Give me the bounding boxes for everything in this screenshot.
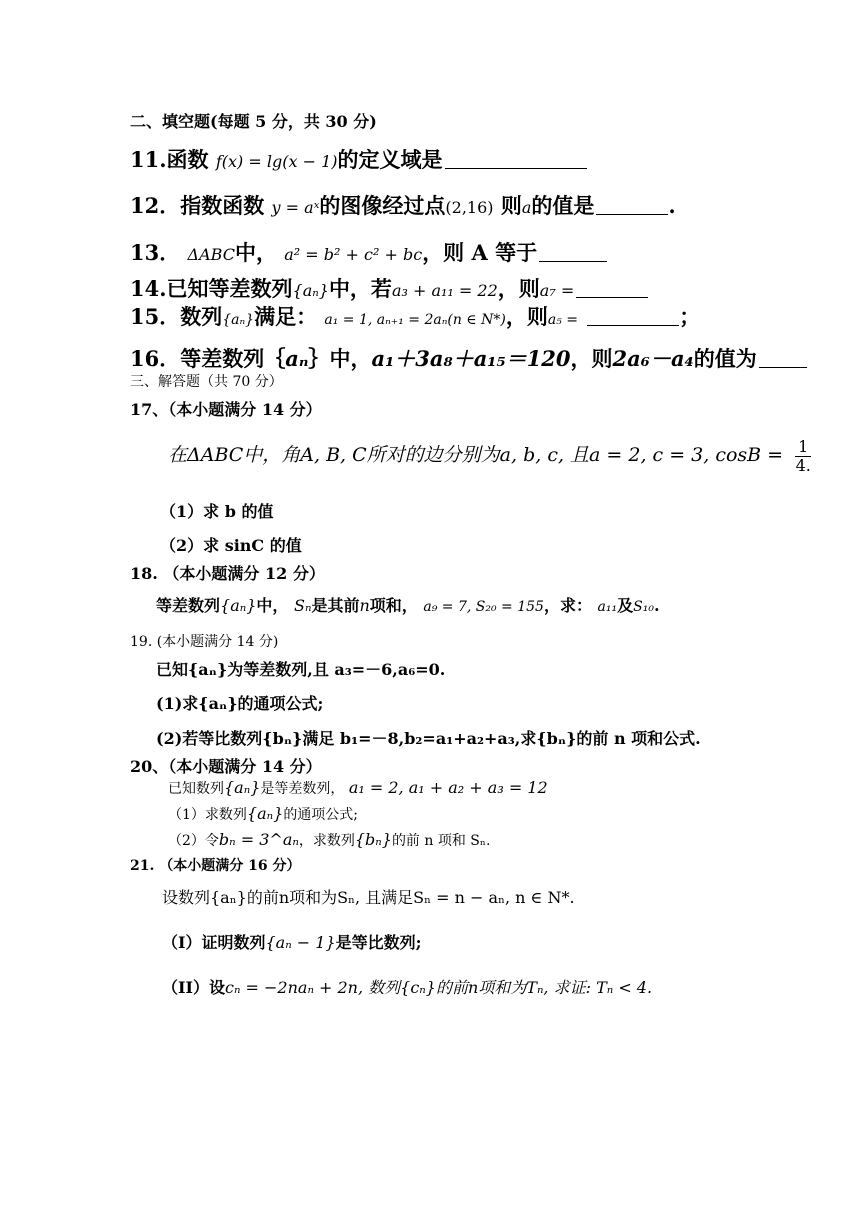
q13-formula: a² = b² + c² + bc	[284, 245, 423, 264]
q17-stem-text: 在ΔABC中，角A, B, C所对的边分别为a, b, c, 且a = 2, c = 3, cosB =	[168, 444, 784, 467]
q20-p2-pre: （2）令	[168, 833, 219, 849]
question-16	[130, 346, 807, 372]
q18-text-pre: 等差数列	[156, 596, 221, 615]
section-heading-fill-in: 二、填空题(每题 5 分，共 30 分)	[130, 112, 377, 131]
q21-p2-formula: cₙ = −2naₙ + 2n, 数列{cₙ}的前n项和为Tₙ, 求证: Tₙ < 4.	[224, 978, 653, 997]
q18-text-mid3: 项和，	[369, 596, 418, 615]
q14-text-mid2: ，则	[497, 276, 540, 301]
q12-number: 12．	[130, 193, 181, 218]
q16-text-pre: 等差数列｛	[180, 346, 286, 371]
q13-text-post: ，则 A 等于	[422, 240, 538, 265]
q21-part-2	[162, 978, 652, 998]
q14-formula: a₃ + a₁₁ = 22	[391, 281, 498, 300]
q21-p1-formula: {aₙ − 1}	[265, 933, 336, 952]
q18-text-mid4: ，求：	[543, 596, 592, 615]
q20-p2-formula: bₙ = 3^aₙ	[218, 830, 299, 849]
q16-number: 16．	[130, 346, 181, 371]
q15-number: 15．	[130, 304, 181, 329]
q20-part-2	[168, 830, 490, 851]
question-21-title: 21. （本小题满分 16 分）	[130, 858, 301, 874]
q20-p2-post: 的前 n 项和 Sₙ.	[391, 833, 491, 849]
q11-text-post: 的定义域是	[337, 147, 443, 172]
q20-p1-post: 的通项公式;	[283, 807, 359, 823]
q15-target: a₅ =	[547, 312, 578, 328]
q18-sequence: {aₙ}	[220, 596, 257, 615]
question-20-title: 20、（本小题满分 14 分）	[130, 757, 322, 776]
question-13	[130, 240, 607, 266]
q15-answer-blank[interactable]	[587, 304, 679, 326]
q21-p2-pre: （II）设	[162, 978, 225, 997]
q17-fraction-denominator: 4.	[795, 455, 811, 475]
question-17-title: 17、（本小题满分 14 分）	[130, 400, 322, 419]
question-17-stem	[168, 438, 811, 474]
q16-text-post: 的值为	[693, 346, 757, 371]
q12-text-post: 的值是	[531, 193, 595, 218]
q14-text-mid: 中，若	[328, 276, 392, 301]
q20-p2-sequence: {bₙ}	[354, 830, 392, 849]
section-heading-solutions: 三、解答题（共 70 分）	[130, 374, 283, 390]
q11-number: 11.	[130, 147, 167, 172]
q15-text-mid2: ，则	[505, 304, 548, 329]
q20-p1-pre: （1）求数列	[168, 807, 247, 823]
q12-text-pre: 指数函数	[180, 193, 265, 218]
q18-target-1: a₁₁	[597, 599, 618, 615]
q14-target: a₇ =	[539, 281, 575, 300]
q13-text-mid: 中，	[234, 240, 277, 265]
q11-answer-blank[interactable]	[445, 147, 587, 169]
q14-sequence: {aₙ}	[292, 281, 329, 300]
q18-n: n	[359, 596, 370, 615]
q16-target: 2a₆－a₄	[612, 346, 694, 371]
q11-formula: f(x) = lg(x − 1)	[215, 152, 338, 171]
q21-part-1	[162, 933, 422, 953]
q18-text-mid: 中，	[256, 596, 289, 615]
question-15	[130, 304, 700, 330]
q18-text-mid2: 是其前	[311, 596, 360, 615]
q16-text-mid: ｝中，	[308, 346, 372, 371]
q12-point: (2,16)	[445, 198, 494, 217]
q14-number: 14.	[130, 276, 167, 301]
q12-text-mid2: 则	[500, 193, 522, 218]
q17-part-2: （2）求 sinC 的值	[160, 536, 302, 555]
q12-formula: y = aˣ	[271, 198, 320, 217]
q16-formula: a₁＋3a₈＋a₁₅＝120	[371, 346, 571, 371]
q21-p1-post: 是等比数列;	[335, 933, 422, 952]
q20-text-mid: 是等差数列，	[260, 781, 345, 797]
q12-text-mid: 的图像经过点	[319, 193, 446, 218]
q12-variable: a	[521, 198, 532, 217]
q14-text-pre: 已知等差数列	[166, 276, 293, 301]
q12-end: .	[668, 193, 676, 218]
q20-sequence: {aₙ}	[224, 778, 261, 797]
q12-answer-blank[interactable]	[596, 193, 668, 215]
q14-answer-blank[interactable]	[576, 276, 648, 298]
q18-given: a₉ = 7, S₂₀ = 155	[423, 599, 544, 615]
q20-text-pre: 已知数列	[168, 781, 224, 797]
q21-p1-pre: （I）证明数列	[162, 933, 266, 952]
q20-stem	[168, 778, 548, 799]
q15-sequence: {aₙ}	[222, 312, 255, 328]
q19-part-2: (2)若等比数列{bₙ}满足 b₁=－8,b₂=a₁+a₂+a₃,求{bₙ}的前 n 项和公式.	[156, 729, 701, 748]
q20-p2-mid: ，求数列	[298, 833, 355, 849]
q13-number: 13．	[130, 240, 181, 265]
q18-target-2: S₁₀	[633, 599, 654, 615]
q17-part-1: （1）求 b 的值	[160, 502, 274, 521]
q19-stem: 已知{aₙ}为等差数列,且 a₃=－6,a₆=0.	[156, 660, 446, 679]
q18-text-mid5: 及	[617, 596, 634, 615]
q20-given: a₁ = 2, a₁ + a₂ + a₃ = 12	[348, 778, 548, 797]
q19-part-1: (1)求{aₙ}的通项公式;	[156, 694, 324, 713]
q21-stem-text: 设数列{aₙ}的前n项和为Sₙ, 且满足Sₙ = n − aₙ, n ∈ N*.	[162, 888, 575, 907]
q15-text-pre: 数列	[180, 304, 223, 329]
q20-part-1	[168, 804, 358, 825]
question-18-stem	[156, 596, 660, 617]
q17-fraction-numerator: 1	[795, 438, 811, 457]
q15-text-mid: 满足：	[254, 304, 318, 329]
q17-fraction	[795, 438, 811, 474]
q20-p1-sequence: {aₙ}	[246, 804, 284, 823]
q15-formula: a₁ = 1, aₙ₊₁ = 2aₙ(n ∈ N*)	[324, 312, 506, 328]
q16-answer-blank[interactable]	[759, 346, 807, 368]
q18-sum-symbol: Sₙ	[294, 596, 312, 615]
question-11	[130, 147, 587, 173]
q16-text-mid2: ，则	[570, 346, 613, 371]
q21-stem	[162, 888, 575, 908]
question-19-title: 19. (本小题满分 14 分)	[130, 634, 279, 650]
q11-text-pre: 函数	[166, 147, 209, 172]
q13-triangle: ΔABC	[187, 245, 235, 264]
q18-end: .	[653, 596, 660, 615]
q16-sequence: aₙ	[285, 346, 309, 371]
q13-answer-blank[interactable]	[539, 240, 607, 262]
q15-end: ；	[679, 304, 701, 329]
question-12	[130, 193, 676, 219]
question-14	[130, 276, 648, 302]
question-18-title: 18. （本小题满分 12 分）	[130, 564, 325, 583]
